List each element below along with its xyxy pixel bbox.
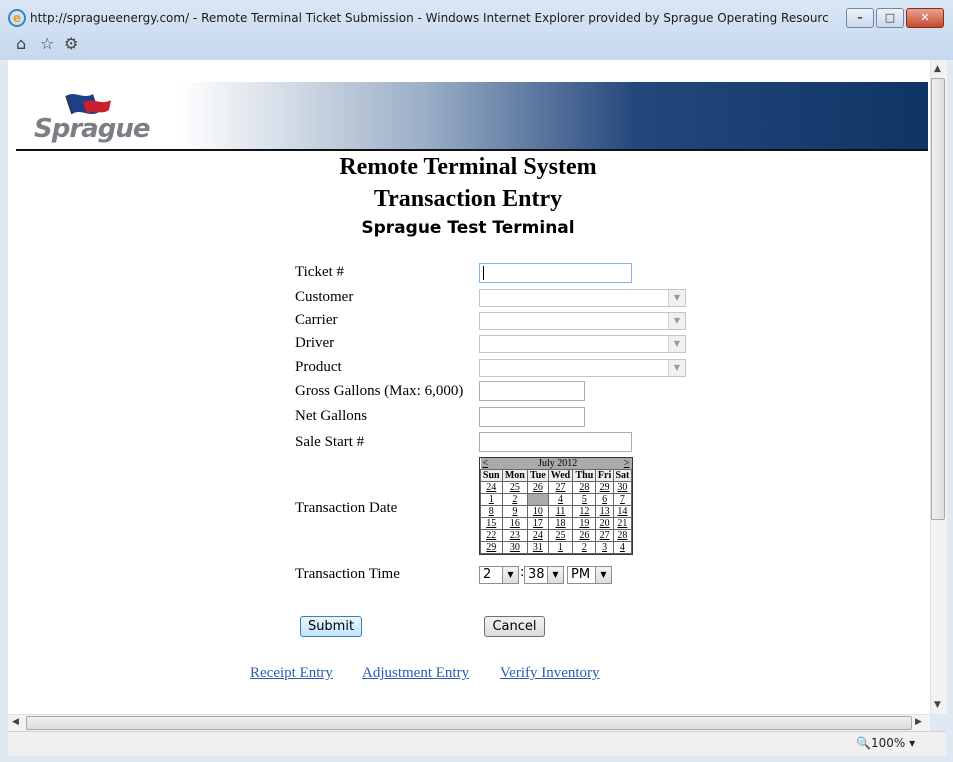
gross-gallons-input[interactable] [479,381,585,401]
driver-label: Driver [295,335,335,351]
calendar-day[interactable]: 1 [481,494,503,506]
calendar-day[interactable]: 18 [548,518,573,530]
calendar-day[interactable]: 4 [613,542,631,554]
gross-gallons-label: Gross Gallons (Max: 6,000) [295,383,464,399]
calendar-next-month[interactable]: > [613,458,631,470]
calendar-day[interactable]: 3 [528,494,548,506]
window-title: http://spragueenergy.com/ - Remote Terminal Ticket Submission - Windows Internet Explorer provided by Sprague Operating Resourc [30,11,829,25]
calendar-day[interactable]: 28 [573,482,596,494]
home-icon[interactable]: ⌂ [16,34,27,53]
calendar-day[interactable]: 25 [548,530,573,542]
zoom-level[interactable]: 🔍100% ▾ [856,736,916,750]
carrier-select[interactable] [479,312,686,330]
sale-start-input[interactable] [479,432,632,452]
product-label: Product [295,359,342,375]
calendar-day[interactable]: 27 [596,530,613,542]
calendar-week [481,506,632,518]
hour-select[interactable]: 2 ▼ [479,566,519,584]
calendar-day[interactable]: 29 [481,542,503,554]
calendar-day[interactable]: 30 [613,482,631,494]
receipt-entry-link[interactable]: Receipt Entry [250,665,333,681]
calendar-day[interactable]: 24 [528,530,548,542]
weekday-header: Tue [528,470,548,482]
calendar-day[interactable]: 10 [528,506,548,518]
page-viewport [8,60,930,714]
calendar-day[interactable]: 2 [573,542,596,554]
calendar-day[interactable]: 11 [548,506,573,518]
calendar-day[interactable]: 19 [573,518,596,530]
driver-select[interactable] [479,335,686,353]
calendar-day[interactable]: 12 [573,506,596,518]
calendar-day[interactable]: 24 [481,482,503,494]
calendar-week [481,530,632,542]
window-titlebar [0,0,953,60]
weekday-header: Sat [613,470,631,482]
submit-button[interactable]: Submit [300,616,362,637]
transaction-time-label: Transaction Time [295,566,400,582]
customer-select[interactable] [479,289,686,307]
calendar-day[interactable]: 17 [528,518,548,530]
calendar-day[interactable]: 22 [481,530,503,542]
calendar-week [481,482,632,494]
net-gallons-input[interactable] [479,407,585,427]
cancel-button[interactable]: Cancel [484,616,545,637]
calendar-day[interactable]: 21 [613,518,631,530]
minimize-button[interactable]: – [846,8,874,28]
customer-label: Customer [295,289,354,305]
calendar-day[interactable]: 31 [528,542,548,554]
internet-explorer-icon: e [8,9,26,27]
scroll-up-icon[interactable]: ▲ [934,64,941,74]
calendar-day[interactable]: 7 [613,494,631,506]
favorites-star-icon[interactable]: ☆ [40,34,55,53]
calendar-day[interactable]: 26 [573,530,596,542]
ampm-select[interactable]: PM ▼ [567,566,612,584]
transaction-date-label: Transaction Date [295,500,398,516]
calendar-day[interactable]: 4 [548,494,573,506]
calendar-day[interactable]: 5 [573,494,596,506]
calendar-day[interactable]: 16 [502,518,528,530]
maximize-button[interactable]: □ [876,8,904,28]
calendar-day[interactable]: 3 [596,542,613,554]
calendar-day[interactable]: 29 [596,482,613,494]
weekday-header: Wed [548,470,573,482]
calendar-week [481,542,632,554]
chevron-down-icon: ▼ [668,336,685,352]
scroll-left-icon[interactable]: ◀ [12,717,19,727]
sprague-banner [16,82,928,151]
close-button[interactable]: ✕ [906,8,944,28]
scroll-down-icon[interactable]: ▼ [934,700,941,710]
time-separator: : [520,565,525,580]
text-cursor [483,266,484,280]
calendar-day[interactable]: 6 [596,494,613,506]
calendar-day[interactable]: 26 [528,482,548,494]
ticket-input[interactable] [479,263,632,283]
calendar-week [481,494,632,506]
calendar-day[interactable]: 23 [502,530,528,542]
ticket-label: Ticket # [295,264,345,280]
vertical-scroll-thumb[interactable] [931,78,945,520]
status-bar [8,731,946,756]
calendar-prev-month[interactable]: < [481,458,503,470]
tools-gear-icon[interactable]: ⚙ [64,34,79,53]
horizontal-scroll-thumb[interactable] [26,716,912,730]
sale-start-label: Sale Start # [295,434,365,450]
calendar-day[interactable]: 28 [613,530,631,542]
net-gallons-label: Net Gallons [295,408,368,424]
transaction-date-calendar [479,457,633,555]
terminal-name: Sprague Test Terminal [361,218,575,238]
calendar-day[interactable]: 14 [613,506,631,518]
calendar-month-title: July 2012 [502,458,613,470]
weekday-header: Mon [502,470,528,482]
calendar-day[interactable]: 20 [596,518,613,530]
weekday-header: Fri [596,470,613,482]
calendar-day[interactable]: 9 [502,506,528,518]
scroll-right-icon[interactable]: ▶ [915,717,922,727]
product-select[interactable] [479,359,686,377]
chevron-down-icon: ▼ [547,567,563,583]
calendar-day[interactable]: 30 [502,542,528,554]
chevron-down-icon: ▼ [668,360,685,376]
chevron-down-icon: ▼ [595,567,611,583]
chevron-down-icon: ▼ [502,567,518,583]
calendar-day[interactable]: 1 [548,542,573,554]
weekday-header: Sun [481,470,503,482]
calendar-week [481,518,632,530]
calendar-day[interactable]: 8 [481,506,503,518]
sprague-logo-text: Sprague [34,114,150,144]
carrier-label: Carrier [295,312,338,328]
calendar-day[interactable]: 2 [502,494,528,506]
calendar-day[interactable]: 15 [481,518,503,530]
chevron-down-icon: ▼ [668,313,685,329]
minute-select[interactable]: 38 ▼ [524,566,564,584]
page-subtitle: Transaction Entry [373,186,563,212]
calendar-day[interactable]: 25 [502,482,528,494]
weekday-header: Thu [573,470,596,482]
page-title: Remote Terminal System [339,154,597,180]
verify-inventory-link[interactable]: Verify Inventory [500,665,600,681]
chevron-down-icon: ▼ [668,290,685,306]
adjustment-entry-link[interactable]: Adjustment Entry [362,665,470,681]
calendar-day[interactable]: 13 [596,506,613,518]
calendar-day[interactable]: 27 [548,482,573,494]
